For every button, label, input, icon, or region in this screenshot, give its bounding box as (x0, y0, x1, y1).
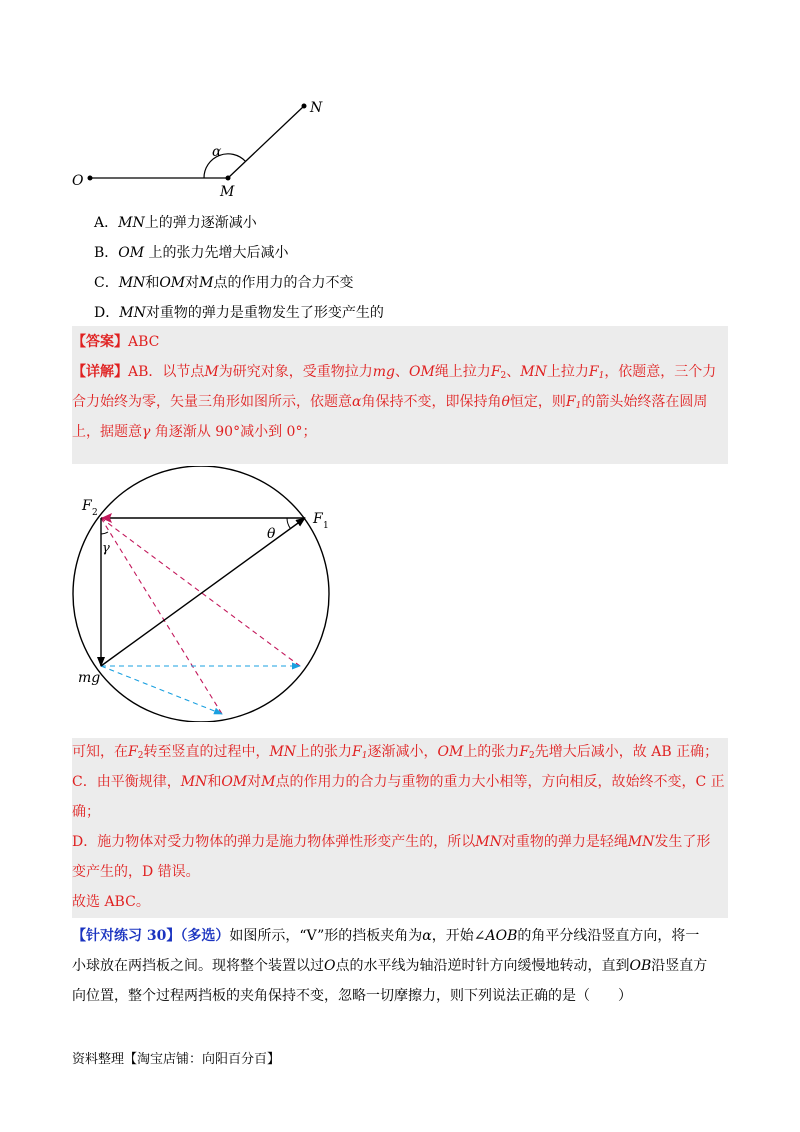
practice-line-2: 小球放在两挡板之间。现将整个装置以过O点的水平线为轴沿逆时针方向缓慢地转动，直到OB沿竖直方 (72, 958, 708, 974)
label-alpha: α (212, 144, 222, 160)
option-a: A．MN上的弹力逐渐减小 (94, 215, 257, 231)
rope-mn (228, 106, 304, 178)
label-f1: F (313, 511, 323, 527)
point-n (302, 104, 307, 109)
angle-arc-alpha (204, 154, 246, 178)
label-n: N (310, 100, 323, 116)
figure-rope-diagram (60, 90, 360, 200)
detail-line-1: 【详解】AB．以节点M为研究对象，受重物拉力mg、OM绳上拉力$F_2$、MN上拉力$F_1$，依题意，三个力 (72, 364, 717, 381)
label-f1-sub: 1 (323, 521, 329, 531)
footer-text: 资料整理【淘宝店铺：向阳百分百】 (72, 1052, 281, 1067)
label-f2: F (82, 498, 92, 514)
dashed-magenta-2 (101, 518, 222, 714)
angle-arc-gamma (101, 532, 108, 534)
detail-line-3: 上，据题意γ 角逐渐从 90°减小到 0°； (72, 424, 317, 440)
conclusion-line-4: D．施力物体对受力物体的弹力是施力物体弹性形变产生的，所以MN对重物的弹力是轻绳MN发生了形 (72, 834, 711, 850)
label-m: M (220, 184, 235, 200)
option-c: C．MN和OM对M点的作用力的合力不变 (94, 275, 354, 291)
point-m (226, 176, 231, 181)
detail-line-2: 合力始终为零，矢量三角形如图所示，依题意α角保持不变，即保持角θ恒定，则$F_1$的箭头始终落在圆周 (72, 394, 708, 411)
label-mg: mg (78, 670, 101, 686)
label-f2-sub: 2 (92, 508, 98, 518)
practice-line-1: 【针对练习 30】（多选）如图所示，“V”形的挡板夹角为α，开始∠AOB的角平分线沿竖直方向，将一 (72, 928, 700, 944)
option-d: D．MN对重物的弹力是重物发生了形变产生的 (94, 305, 384, 321)
label-theta: θ (267, 526, 276, 542)
practice-line-3: 向位置，整个过程两挡板的夹角保持不变，忽略一切摩擦力，则下列说法正确的是（ ） (72, 988, 632, 1004)
conclusion-line-3: 确； (72, 804, 100, 820)
conclusion-line-2: C．由平衡规律，MN和OM对M点的作用力的合力与重物的重力大小相等，方向相反，故始终不变，C 正 (72, 774, 725, 790)
conclusion-line-6: 故选 ABC。 (72, 894, 150, 910)
figure-vector-circle (72, 466, 330, 722)
dashed-cyan-2 (101, 666, 222, 714)
answer-line: 【答案】ABC (72, 334, 160, 350)
option-b: B．OM 上的张力先增大后减小 (94, 245, 289, 261)
angle-arc-theta (287, 518, 291, 529)
label-gamma: γ (102, 541, 110, 556)
conclusion-line-5: 变产生的，D 错误。 (72, 864, 200, 880)
point-o (88, 176, 93, 181)
conclusion-band (72, 738, 728, 918)
label-o: O (72, 173, 84, 189)
conclusion-line-1: 可知，在$F_2$转至竖直的过程中，MN上的张力$F_1$逐渐减小，OM上的张力$F_2$先增大后减小，故 AB 正确； (72, 744, 719, 761)
